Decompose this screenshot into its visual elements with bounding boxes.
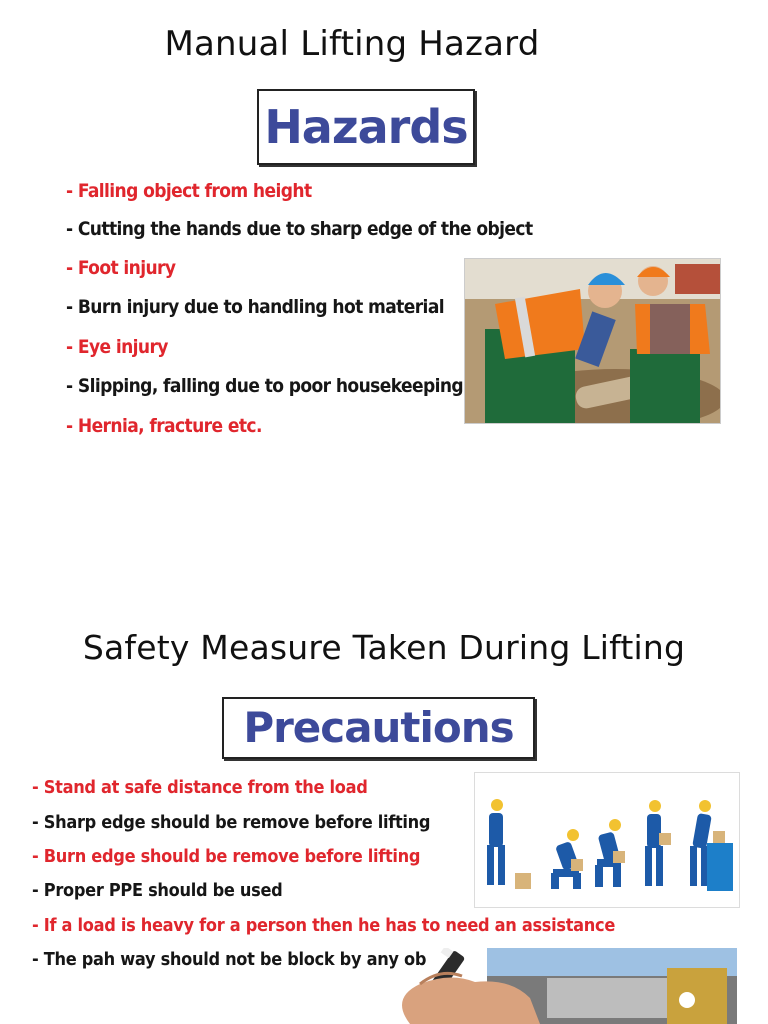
list-item: - Stand at safe distance from the load	[32, 777, 368, 798]
list-item: - Burn edge should be remove before lifting	[32, 846, 420, 867]
list-item: - Cutting the hands due to sharp edge of the object	[66, 218, 533, 240]
list-item: - Falling object from height	[66, 180, 312, 202]
list-item: - Proper PPE should be used	[32, 880, 282, 901]
lifting-figures-icon	[475, 773, 739, 907]
list-item: - Slipping, falling due to poor housekeeping	[66, 375, 463, 397]
list-item: - Foot injury	[66, 257, 175, 279]
list-item: - Burn injury due to handling hot material	[66, 296, 444, 318]
hazard-slide-title: Manual Lifting Hazard	[164, 24, 540, 64]
list-item: - If a load is heavy for a person then he has to need an assistance	[32, 915, 615, 936]
list-item: - Hernia, fracture etc.	[66, 415, 262, 437]
workers-lifting-photo	[464, 258, 721, 424]
hazards-heading-text: Hazards	[264, 100, 468, 154]
precautions-heading-box	[222, 697, 535, 759]
list-item: - The pah way should not be block by any ob	[32, 949, 426, 970]
precautions-heading-text: Precautions	[243, 703, 514, 752]
list-item: - Sharp edge should be remove before lifting	[32, 812, 430, 833]
drawing-hand-icon	[380, 948, 580, 1024]
hazards-heading-box	[257, 89, 475, 165]
safety-slide-title: Safety Measure Taken During Lifting	[82, 628, 686, 667]
workers-illustration	[465, 259, 720, 423]
lifting-sequence-illustration	[474, 772, 740, 908]
list-item: - Eye injury	[66, 336, 168, 358]
